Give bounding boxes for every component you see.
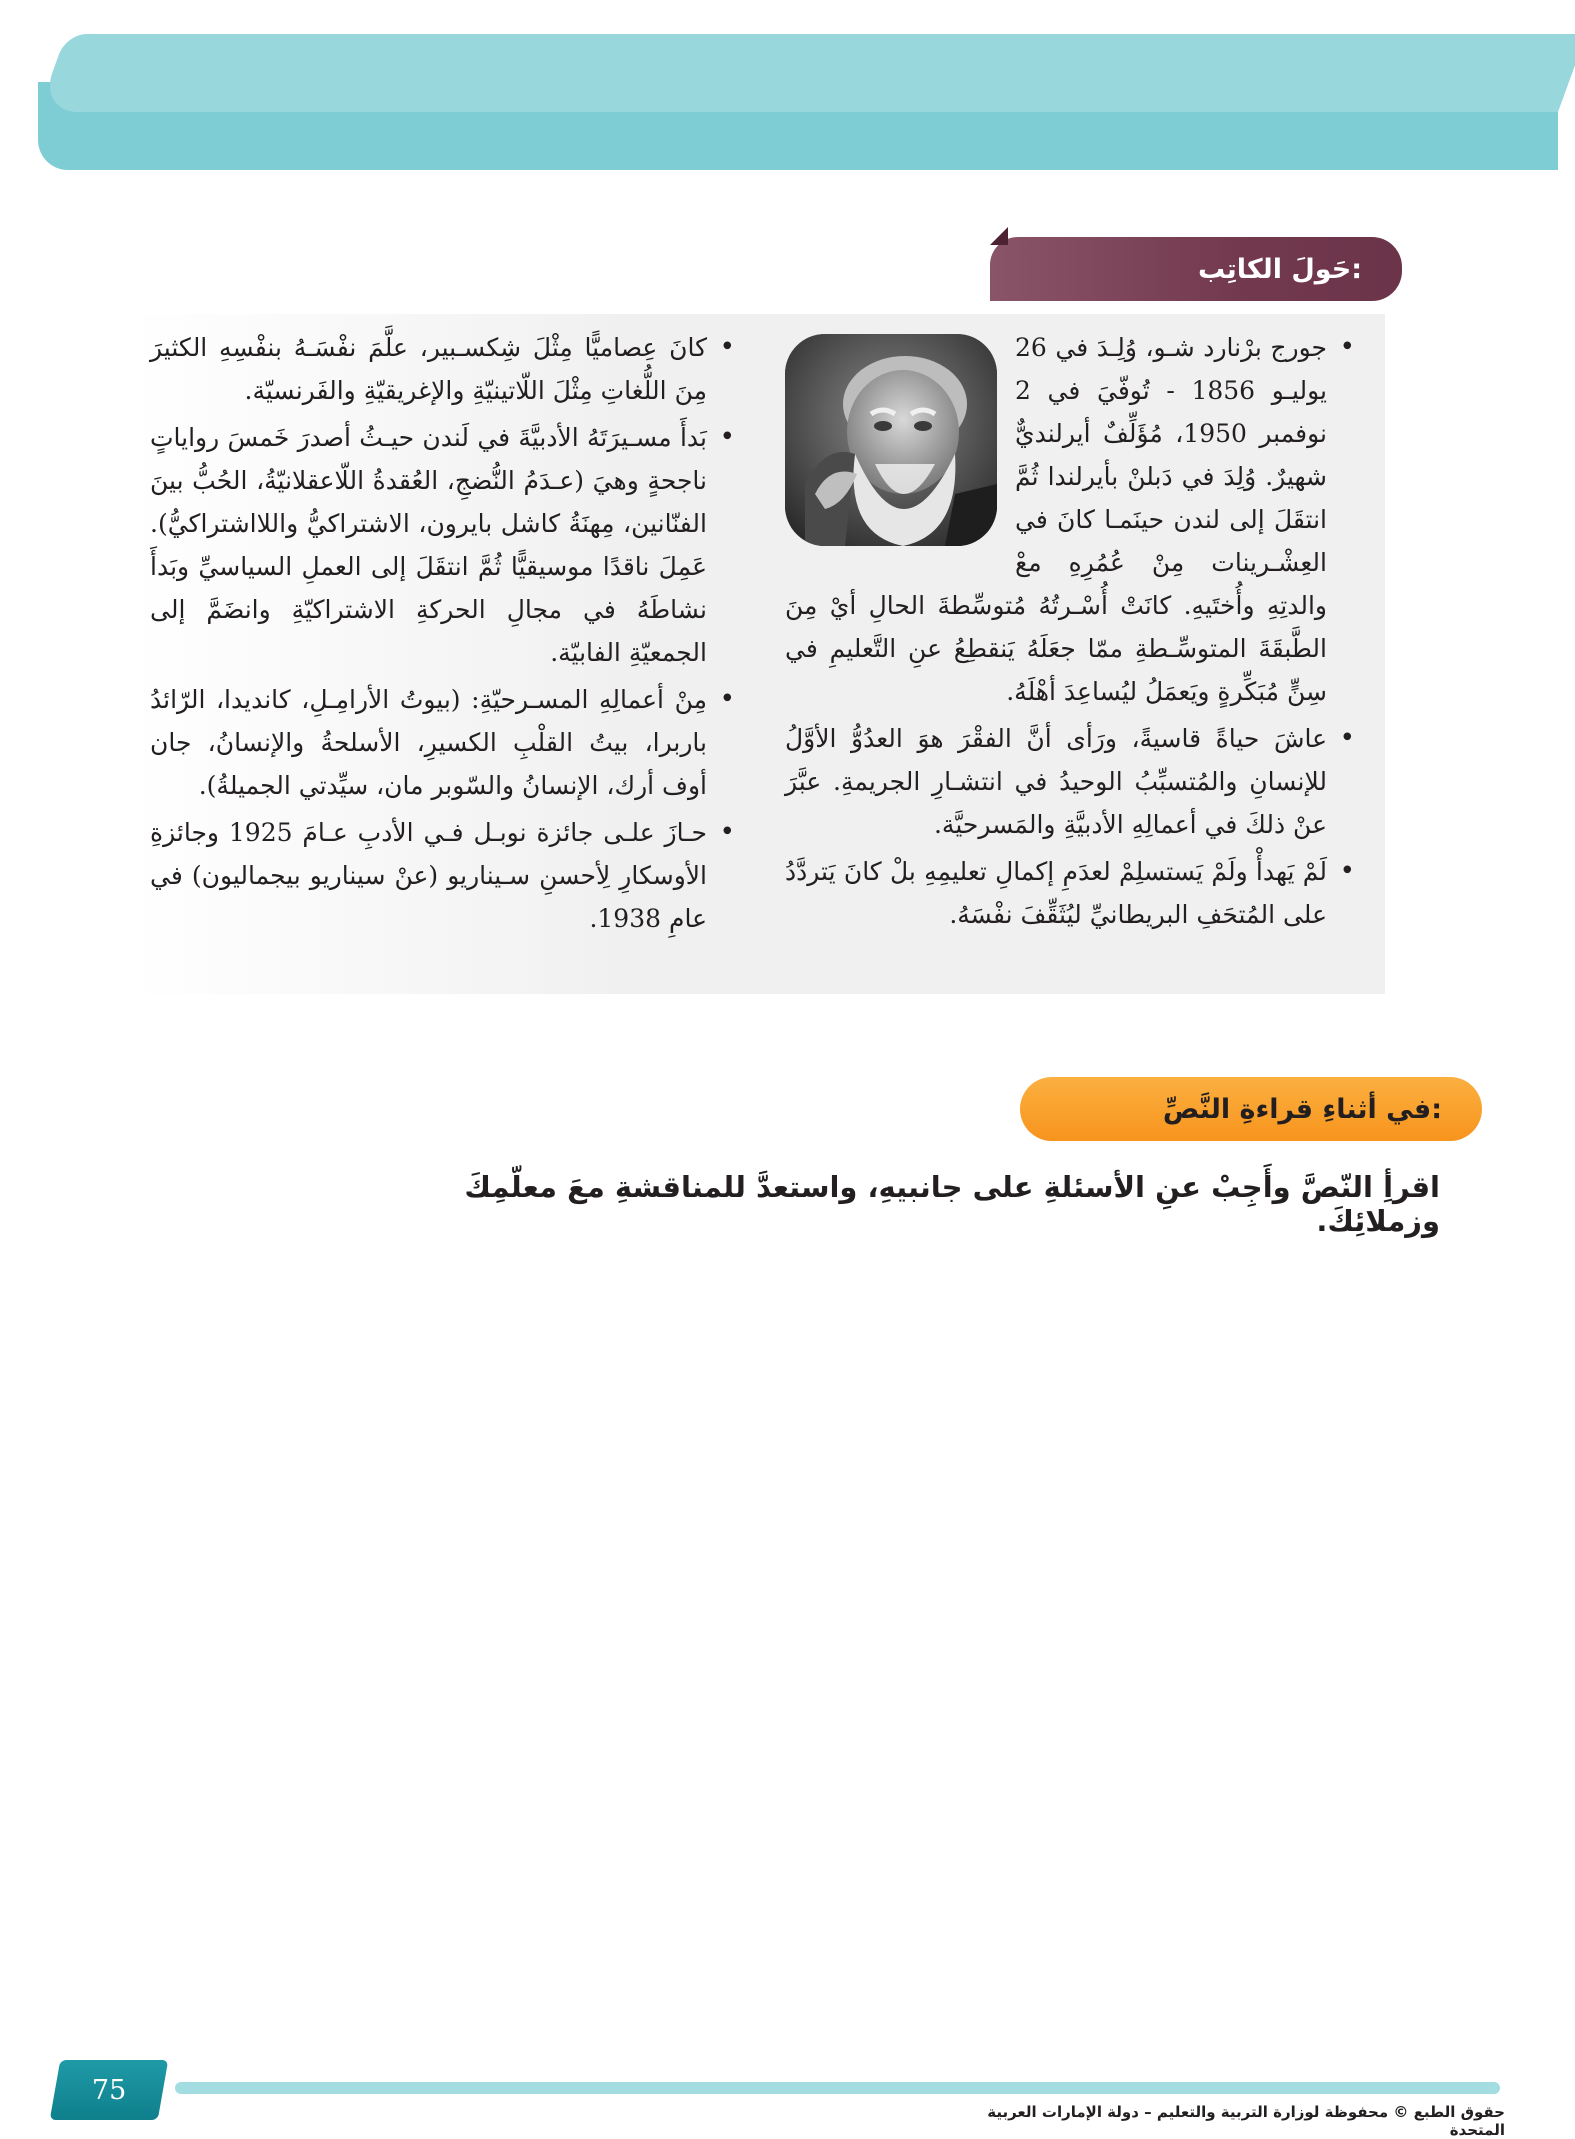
bio-item [150,416,735,674]
footer-line [175,2082,1500,2094]
reading-instruction: اقرأِ النّصَّ وأَجِبْ عنِ الأسئلةِ على جانبيهِ، واستعدَّ للمناقشةِ معَ معلّمِكَ وزملائِكَ. [464,1170,1440,1238]
bio-text: جورج برْنارد شـو، وُلِـدَ في 26 يوليـو 1856 - تُوفّيَ في 2 نوفمبر 1950، مُؤَلِّفٌ أيرلنديٌّ شهيرٌ. وُلِدَ في دَبلنْ بأيرلندا ثُمَّ انتقَلَ إلى لندن حينَمـا كانَ في العِشْـرينات مِنْ عُمُرِهِ معْ والدتِهِ وأُختَيهِ. كانَتْ أُسْـرتُهُ مُتوسِّطةَ الحالِ أيْ مِنَ الطَّبقَةَ المتوسِّـطةِ ممّا جعَلَهُ يَنقطِعُ عنِ التَّعليمِ في سِنٍّ مُبَكِّرةٍ ويَعمَلُ ليُساعِدَ أهْلَهُ. [785,333,1327,706]
header-band-front [38,34,1575,112]
copyright-notice: حقوق الطبع © محفوظة لوزارة التربية والتعليم – دولة الإمارات العربية المتحدة [987,2103,1505,2139]
bio-column-right [785,326,1355,940]
bio-text: حـازَ علـى جائزة نوبـل فـي الأدبِ عـامَ 1925 وجائزةِ الأوسكارِ لِأحسنِ سـيناريو (عنْ سيناريو بيجماليون) في عامِ 1938. [150,818,707,933]
bio-text: عاشَ حياةً قاسيةً، ورَأى أنَّ الفقْرَ هوَ العدُوُّ الأوَّلُ للإنسانِ والمُتسبِّبُ الوحيدُ في انتشـارِ الجريمةِ. عبَّرَ عنْ ذلكَ في أعمالِهِ الأدبيَّةِ والمَسرحيَّة. [785,724,1327,839]
about-author-heading [990,237,1402,301]
page-number: 75 [91,2074,127,2106]
bio-item [150,678,735,807]
author-portrait [785,334,997,546]
heading-fold-decoration [990,227,1008,245]
while-reading-heading [1020,1077,1482,1141]
bio-item [785,717,1355,846]
header-band [38,34,1558,134]
page-number-tab [50,2060,169,2120]
bio-item [785,850,1355,936]
bio-item [785,326,1355,713]
bio-column-left [150,326,735,944]
about-author-title: حَولَ الكاتِب: [1198,253,1362,285]
bio-text: بَدأَ مسـيرَتَهُ الأدبيَّةَ في لَندن حيـثُ أصدرَ خَمسَ رواياتٍ ناجحةٍ وهيَ (عـدَمُ النُّضجِ، العُقدةُ اللّاعقلانيّةُ، الحُبُّ بينَ الفنّانين، مِهنَةُ كاشل بايرون، الاشتراكيُّ واللااشتراكيُّ). عَمِلَ ناقدًا موسيقيًّا ثُمَّ انتقَلَ إلى العملِ السياسيِّ وبَدأَ نشاطَهُ في مجالِ الحركةِ الاشتراكيّةِ وانضَمَّ إلى الجمعيّةِ الفابيّة. [150,423,707,667]
bio-item [150,811,735,940]
bio-text: كانَ عِصاميًّا مِثْلَ شِكسـبير، علَّمَ نفْسَـهُ بنفْسِهِ الكثيرَ مِنَ اللُّغاتِ مِثْلَ اللّاتينيّةِ والإغريقيّةِ والفَرنسيّة. [150,333,707,405]
bio-text: لَمْ يَهدأْ ولَمْ يَستسلِمْ لعدَمِ إكمالِ تعليمِهِ بلْ كانَ يَتردَّدُ على المُتحَفِ البريطانيِّ ليُثَقِّفَ نفْسَهُ. [785,857,1327,929]
while-reading-title: في أثناءِ قراءةِ النَّصِّ: [1162,1093,1442,1125]
author-portrait-image [785,334,997,546]
bio-text: مِنْ أعمالِهِ المسـرحيّةِ: (بيوتُ الأرامِـلِ، كانديدا، الرّائدُ باربرا، بيتُ القلْبِ الكسيرِ، الأسلحةُ والإنسانُ، جان أوف أرك، الإنسانُ والسّوبر مان، سيِّدتي الجميلةُ). [150,685,707,800]
bio-item [150,326,735,412]
